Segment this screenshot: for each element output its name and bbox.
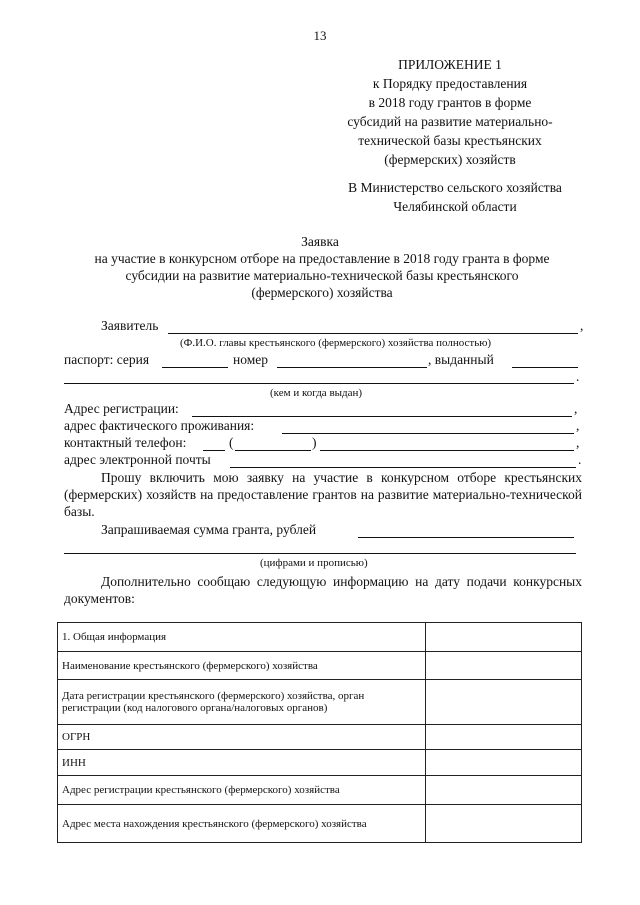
comma: , <box>576 435 580 450</box>
grant-amount-field[interactable] <box>358 537 574 538</box>
passport-series-label: паспорт: серия <box>64 352 150 367</box>
applicant-field[interactable] <box>168 333 578 334</box>
appendix-line: к Порядку предоставления <box>372 76 528 91</box>
table-row <box>58 725 582 750</box>
table-cell-label: Адрес места нахождения крестьянского (фермерского) хозяйства <box>58 805 426 843</box>
addressee-line: В Министерство сельского хозяйства <box>348 180 562 195</box>
table-cell-label: ОГРН <box>58 725 426 750</box>
email-label: адрес электронной почты <box>64 452 211 467</box>
subtitle-line: (фермерского) хозяйства <box>251 285 393 300</box>
phone-label: контактный телефон: <box>64 435 187 450</box>
passport-issued-field[interactable] <box>512 367 578 368</box>
table-cell-value[interactable] <box>426 776 582 805</box>
table-row <box>58 652 582 680</box>
comma: , <box>580 318 584 333</box>
reg-address-field[interactable] <box>192 416 572 417</box>
paren-open: ( <box>229 435 234 450</box>
period: . <box>576 369 580 384</box>
request-paragraph <box>64 469 582 520</box>
document-title: Заявка <box>301 234 339 249</box>
table-cell-label: Адрес регистрации крестьянского (фермерского) хозяйства <box>58 776 426 805</box>
passport-number-label: номер <box>233 352 269 367</box>
amount-caption: (цифрами и прописью) <box>260 557 368 569</box>
grant-amount-words-field[interactable] <box>64 553 576 554</box>
table-row <box>58 805 582 843</box>
table-cell-label: Дата регистрации крестьянского (фермерского) хозяйства, орган регистрации (код налогового органа/налоговых органов) <box>58 680 426 725</box>
table-row <box>58 680 582 725</box>
issued-by-field[interactable] <box>64 383 574 384</box>
period: . <box>578 452 582 467</box>
table-row <box>58 623 582 652</box>
table-cell-label: Наименование крестьянского (фермерского) хозяйства <box>58 652 426 680</box>
phone-number-field[interactable] <box>320 450 574 451</box>
actual-address-label: адрес фактического проживания: <box>64 418 255 433</box>
table-cell-value[interactable] <box>426 750 582 776</box>
applicant-caption: (Ф.И.О. главы крестьянского (фермерского) хозяйства полностью) <box>180 337 492 349</box>
table-cell-value[interactable] <box>426 680 582 725</box>
appendix-header <box>340 55 560 169</box>
additional-info-text: Дополнительно сообщаю следующую информацию на дату подачи конкурсных документов: <box>64 574 582 606</box>
issued-caption: (кем и когда выдан) <box>270 387 363 399</box>
table-cell-value[interactable] <box>426 623 582 652</box>
appendix-line: (фермерских) хозяйств <box>384 152 516 167</box>
info-table <box>57 622 582 843</box>
passport-number-field[interactable] <box>277 367 427 368</box>
addressee-block <box>330 178 580 216</box>
table-cell-label: ИНН <box>58 750 426 776</box>
table-row <box>58 776 582 805</box>
reg-address-label: Адрес регистрации: <box>64 401 179 416</box>
email-field[interactable] <box>230 467 576 468</box>
appendix-line: субсидий на развитие материально- <box>347 114 553 129</box>
applicant-label: Заявитель <box>101 318 159 333</box>
appendix-line: в 2018 году грантов в форме <box>368 95 532 110</box>
table-cell-value[interactable] <box>426 805 582 843</box>
subtitle-line: на участие в конкурсном отборе на предоставление в 2018 году гранта в форме <box>94 251 550 266</box>
appendix-line: ПРИЛОЖЕНИЕ 1 <box>398 57 502 72</box>
phone-code-field[interactable] <box>235 450 311 451</box>
table-cell-label: 1. Общая информация <box>58 623 426 652</box>
table-cell-value[interactable] <box>426 652 582 680</box>
actual-address-field[interactable] <box>282 433 574 434</box>
document-subtitle <box>62 250 582 301</box>
request-text: Прошу включить мою заявку на участие в конкурсном отборе крестьянских (фермерских) хозяйств на предоставление грантов на развитие материально-технической базы. <box>64 470 582 519</box>
appendix-line: технической базы крестьянских <box>358 133 542 148</box>
subtitle-line: субсидии на развитие материально-технической базы крестьянского <box>125 268 519 283</box>
grant-amount-label: Запрашиваемая сумма гранта, рублей <box>101 522 317 537</box>
table-cell-value[interactable] <box>426 725 582 750</box>
paren-close: ) <box>312 435 317 450</box>
passport-series-field[interactable] <box>162 367 228 368</box>
comma: , <box>574 401 578 416</box>
addressee-line: Челябинской области <box>393 199 517 214</box>
phone-prefix-field[interactable] <box>203 450 225 451</box>
passport-issued-label: , выданный <box>428 352 494 367</box>
table-row <box>58 750 582 776</box>
comma: , <box>576 418 580 433</box>
page-number: 13 <box>313 28 327 43</box>
additional-info-paragraph <box>64 573 582 607</box>
